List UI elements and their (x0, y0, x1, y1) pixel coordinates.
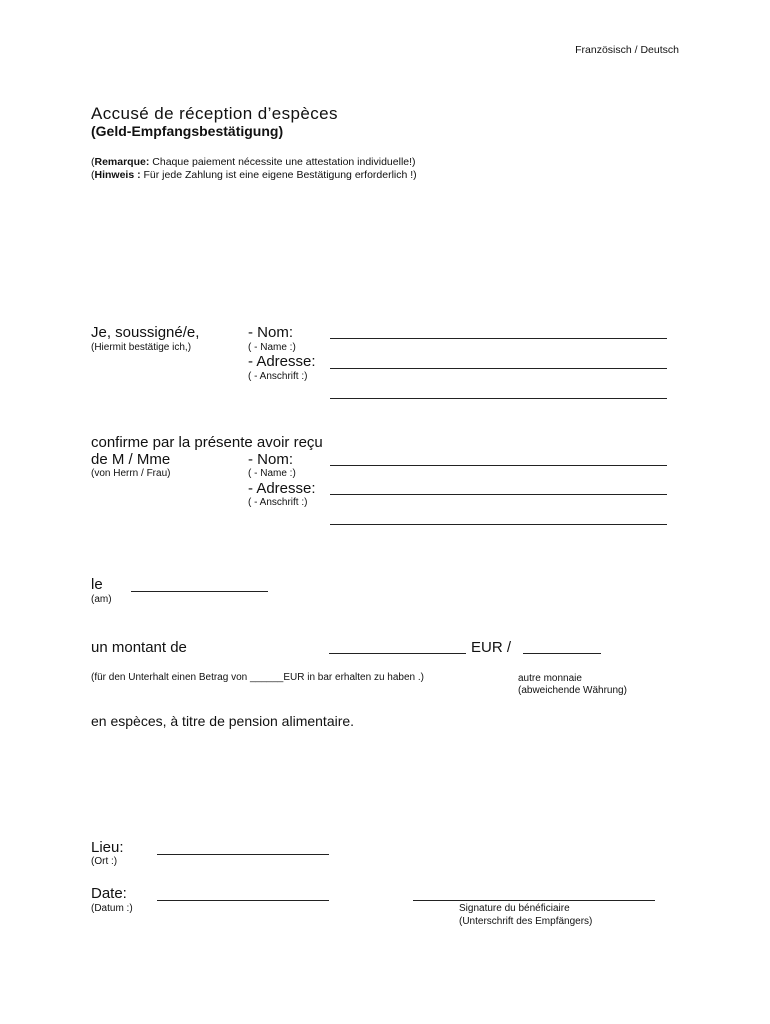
place-label: Lieu: (91, 839, 124, 856)
payer-address-field-line2[interactable] (330, 524, 667, 525)
payer-name-label-de: ( - Name :) (248, 468, 296, 479)
payer-name-field[interactable] (330, 465, 667, 466)
receipt-date-label-de: (am) (91, 594, 112, 605)
place-field[interactable] (157, 854, 329, 855)
receipt-date-field[interactable] (131, 591, 268, 592)
amount-label: un montant de (91, 639, 187, 656)
payer-address-label: - Adresse: (248, 480, 316, 497)
language-pair-label: Französisch / Deutsch (575, 44, 679, 56)
receipt-date-label: le (91, 576, 103, 593)
other-currency-field[interactable] (523, 653, 601, 654)
date-label-de: (Datum :) (91, 903, 133, 914)
payer-name-label: - Nom: (248, 451, 293, 468)
currency-label: EUR / (471, 639, 512, 656)
date-field[interactable] (157, 900, 329, 901)
signature-label: Signature du bénéficiaire (459, 903, 570, 914)
recipient-address-field[interactable] (330, 368, 667, 369)
other-currency-label: autre monnaie (518, 673, 582, 684)
recipient-address-label: - Adresse: (248, 353, 316, 370)
cash-statement: en espèces, à titre de pension alimentaire. (91, 713, 355, 729)
recipient-intro-de: (Hiermit bestätige ich,) (91, 342, 192, 353)
amount-description-de: (für den Unterhalt einen Betrag von ______EUR in bar erhalten zu haben .) (91, 672, 424, 683)
signature-label-de: (Unterschrift des Empfängers) (459, 916, 593, 927)
remark-note: (Remarque: Chaque paiement nécessite une attestation individuelle!) (91, 156, 416, 168)
payer-intro-de: (von Herrn / Frau) (91, 468, 171, 479)
recipient-intro: Je, soussigné/e, (91, 324, 200, 341)
place-label-de: (Ort :) (91, 856, 118, 867)
amount-field[interactable] (329, 653, 466, 654)
payer-address-field[interactable] (330, 494, 667, 495)
recipient-name-label-de: ( - Name :) (248, 342, 296, 353)
page-subtitle: (Geld-Empfangsbestätigung) (91, 123, 284, 139)
date-label: Date: (91, 885, 127, 902)
other-currency-label-de: (abweichende Währung) (518, 685, 627, 696)
hint-note: (Hinweis : Für jede Zahlung ist eine eigene Bestätigung erforderlich !) (91, 169, 417, 181)
recipient-name-label: - Nom: (248, 324, 293, 341)
recipient-address-field-line2[interactable] (330, 398, 667, 399)
page-title: Accusé de réception d’espèces (91, 104, 338, 123)
confirm-statement: confirme par la présente avoir reçu (91, 434, 323, 451)
signature-field[interactable] (413, 900, 655, 901)
payer-intro: de M / Mme (91, 451, 171, 468)
payer-address-label-de: ( - Anschrift :) (248, 497, 308, 508)
recipient-name-field[interactable] (330, 338, 667, 339)
recipient-address-label-de: ( - Anschrift :) (248, 371, 308, 382)
